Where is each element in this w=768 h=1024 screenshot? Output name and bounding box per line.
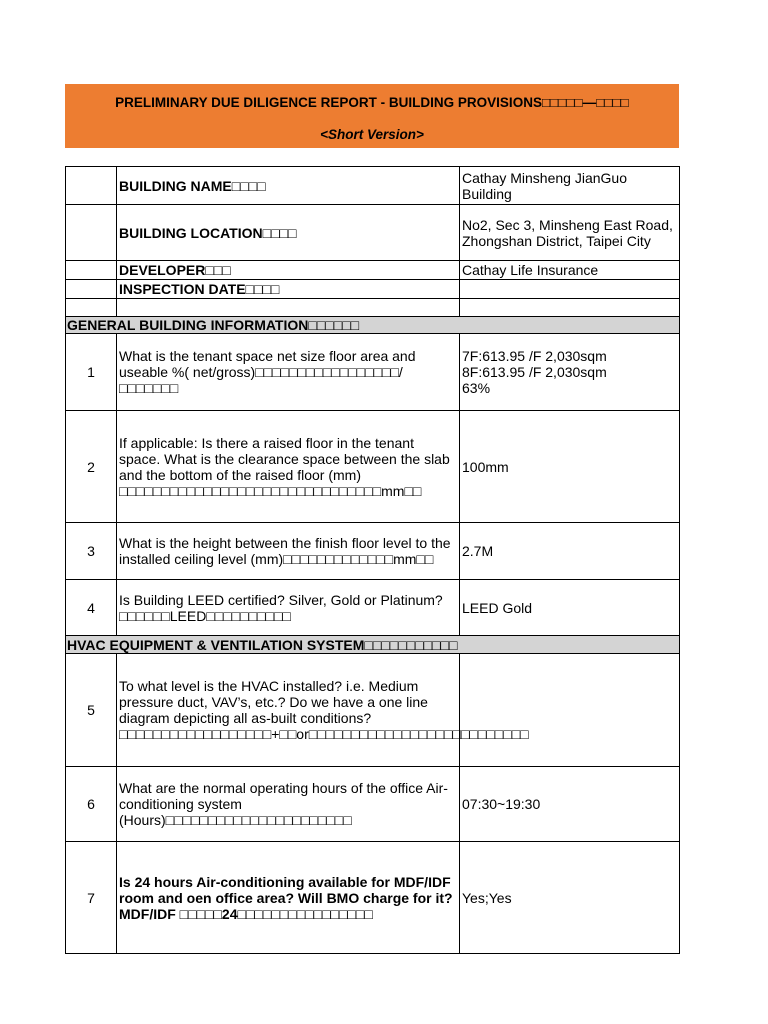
report-title: PRELIMINARY DUE DILIGENCE REPORT - BUILDING PROVISIONS□□□□□—□□□□ [115, 95, 629, 110]
table-row [66, 411, 680, 523]
empty-cell [66, 299, 117, 317]
table-row [66, 580, 680, 636]
row-answer [460, 654, 680, 767]
empty-cell [66, 205, 117, 261]
row-number: 7 [66, 842, 117, 954]
empty-cell [66, 167, 117, 205]
row-question: Is 24 hours Air-conditioning available for MDF/IDF room and oen office area? Will BMO charge for it? MDF/IDF □□□□□24□□□□□□□□□□□□□□□□ [117, 842, 460, 954]
section-header-row [66, 636, 680, 654]
row-question: If applicable: Is there a raised floor in the tenant space. What is the clearance space between the slab and the bottom of the raised floor (mm) □□□□□□□□□□□□□□□□□□□□□□□□□□□□□□□mm□□ [117, 411, 460, 523]
table-row [66, 334, 680, 411]
building-name-value: Cathay Minsheng JianGuo Building [460, 167, 680, 205]
row-number: 5 [66, 654, 117, 767]
empty-cell [66, 280, 117, 299]
row-number: 2 [66, 411, 117, 523]
table-row [66, 167, 680, 205]
inspection-date-label: INSPECTION DATE□□□□ [117, 280, 460, 299]
section-general-heading: GENERAL BUILDING INFORMATION□□□□□□ [66, 317, 680, 334]
table-row [66, 261, 680, 280]
row-question: Is Building LEED certified? Silver, Gold or Platinum?□□□□□□LEED□□□□□□□□□□ [117, 580, 460, 636]
report-header-banner [65, 84, 679, 148]
empty-cell [460, 299, 680, 317]
developer-value: Cathay Life Insurance [460, 261, 680, 280]
table-row [66, 842, 680, 954]
table-row [66, 654, 680, 767]
row-answer: Yes;Yes [460, 842, 680, 954]
row-answer: 07:30~19:30 [460, 767, 680, 842]
building-location-value: No2, Sec 3, Minsheng East Road, Zhongshan District, Taipei City [460, 205, 680, 261]
table-row [66, 767, 680, 842]
row-question: To what level is the HVAC installed? i.e. Medium pressure duct, VAV’s, etc.? Do we have a one line diagram depicting all as-built conditions?□□□□□□□□□□□□□□□□□□+□□or□□□□□□□□□□□□□□□□□□□□□□□□□□ [117, 654, 460, 767]
report-subtitle: <Short Version> [320, 127, 424, 142]
row-answer: 7F:613.95 /F 2,030sqm 8F:613.95 /F 2,030sqm 63% [460, 334, 680, 411]
table-row [66, 280, 680, 299]
row-question: What are the normal operating hours of the office Air-conditioning system (Hours)□□□□□□□□□□□□□□□□□□□□□□ [117, 767, 460, 842]
empty-cell [117, 299, 460, 317]
inspection-date-value [460, 280, 680, 299]
building-name-label: BUILDING NAME□□□□ [117, 167, 460, 205]
row-question: What is the height between the finish floor level to the installed ceiling level (mm)□□□□□□□□□□□□□mm□□ [117, 523, 460, 580]
empty-cell [66, 261, 117, 280]
table-row [66, 299, 680, 317]
row-number: 6 [66, 767, 117, 842]
developer-label: DEVELOPER□□□ [117, 261, 460, 280]
report-table [65, 166, 680, 954]
table-row [66, 523, 680, 580]
row-question: What is the tenant space net size floor area and useable %( net/gross)□□□□□□□□□□□□□□□□□/□□□□□□□ [117, 334, 460, 411]
row-answer: 100mm [460, 411, 680, 523]
row-answer: LEED Gold [460, 580, 680, 636]
row-number: 1 [66, 334, 117, 411]
row-number: 3 [66, 523, 117, 580]
row-number: 4 [66, 580, 117, 636]
row-answer: 2.7M [460, 523, 680, 580]
building-location-label: BUILDING LOCATION□□□□ [117, 205, 460, 261]
table-row [66, 205, 680, 261]
section-hvac-heading: HVAC EQUIPMENT & VENTILATION SYSTEM□□□□□□□□□□□ [66, 636, 680, 654]
section-header-row [66, 317, 680, 334]
